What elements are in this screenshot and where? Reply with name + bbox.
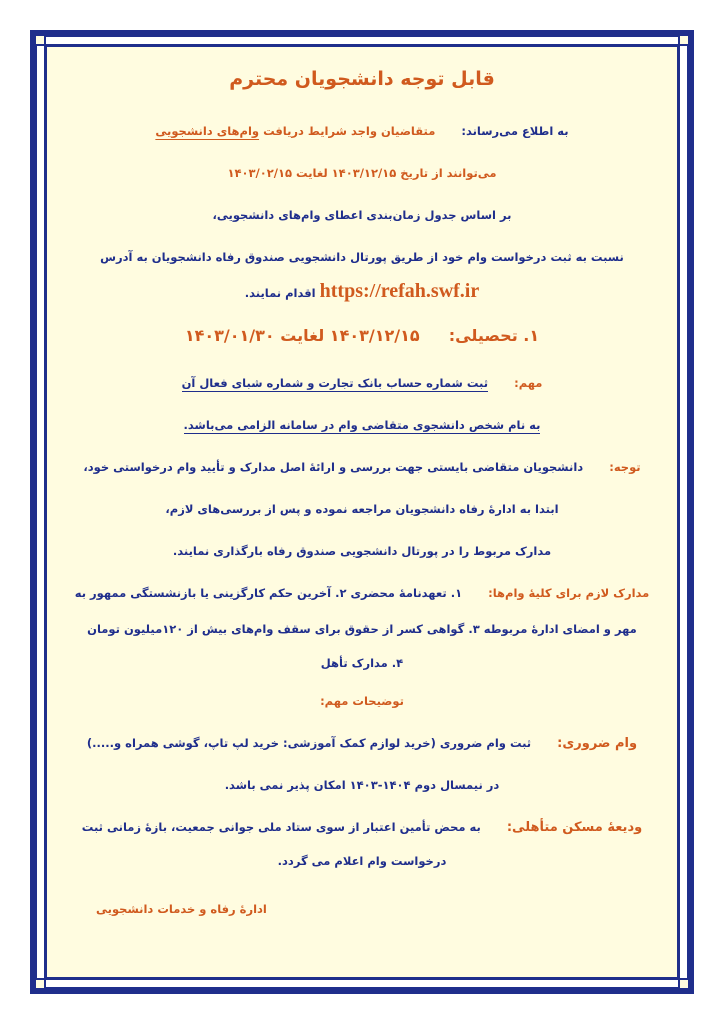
date-range-line: می‌توانند از تاریخ ۱۴۰۳/۱۲/۱۵ لغایت ۱۴۰۳/۰۲/۱۵ [227, 166, 497, 180]
corner-ornament-top-right [678, 34, 690, 46]
housing-text-1: به محض تأمین اعتبار از سوی ستاد ملی جوانی جمعیت، بازهٔ زمانی ثبت [81, 820, 481, 834]
action-suffix: اقدام نمایند. [244, 286, 316, 300]
education-line [64, 326, 660, 345]
notice-title: قابل توجه دانشجویان محترم [229, 68, 495, 90]
attention-line-2: ابتدا به ادارهٔ رفاه دانشجویان مراجعه نموده و پس از بررسی‌های لازم، [165, 502, 559, 516]
url-line [64, 280, 660, 303]
corner-ornament-top-left [34, 34, 46, 46]
portal-line: نسبت به ثبت درخواست وام خود از طریق پورتال دانشجویی صندوق رفاه دانشجویان به آدرس [100, 250, 624, 264]
intro-eligible: متقاضیان واجد شرایط دریافت [263, 124, 436, 138]
education-dates: ۱۴۰۳/۱۲/۱۵ لغایت ۱۴۰۳/۰۱/۳۰ [184, 326, 420, 345]
essential-line-1 [64, 736, 660, 751]
important-text-1: ثبت شماره حساب بانک تجارت و شماره شبای فعال آن [181, 376, 489, 390]
attention-text-1: دانشجویان متقاضی بایستی جهت بررسی و ارائهٔ اصل مدارک و تأیید وام درخواستی خود، [83, 460, 584, 474]
important-label: مهم: [514, 376, 543, 390]
housing-line-2: درخواست وام اعلام می گردد. [277, 854, 447, 868]
intro-prefix: به اطلاع می‌رساند: [461, 124, 569, 138]
essential-line-2: در نیمسال دوم ۱۴۰۴-۱۴۰۳ امکان پذیر نمی باشد. [224, 778, 500, 792]
essential-label: وام ضروری: [557, 736, 638, 751]
intro-line [64, 124, 660, 138]
education-heading: ۱. تحصیلی: [448, 326, 540, 345]
attention-line-1 [64, 460, 660, 474]
portal-url-link[interactable]: https://refah.swf.ir [319, 280, 480, 302]
intro-loans: وام‌های دانشجویی [155, 124, 260, 138]
notes-heading: توضیحات مهم: [320, 694, 404, 708]
notice-content [64, 60, 660, 960]
docs-line-1 [64, 586, 660, 600]
housing-label: ودیعهٔ مسکن متأهلی: [506, 820, 643, 835]
important-line-2 [64, 418, 660, 432]
corner-ornament-bottom-right [678, 978, 690, 990]
important-text-2: به نام شخص دانشجوی متقاضی وام در سامانه الزامی می‌باشد. [183, 418, 541, 432]
attention-line-3: مدارک مربوط را در پورتال دانشجویی صندوق رفاه بارگذاری نمایند. [172, 544, 552, 558]
docs-line-3: ۴. مدارک تأهل [320, 656, 404, 670]
docs-text-1: ۱. تعهدنامهٔ محضری ۲. آخرین حکم کارگزینی یا بازنشستگی ممهور به [74, 586, 463, 600]
housing-line-1 [64, 820, 660, 835]
corner-ornament-bottom-left [34, 978, 46, 990]
docs-line-2: مهر و امضای ادارهٔ مربوطه ۳. گواهی کسر از حقوق برای سقف وام‌های بیش از ۱۲۰میلیون تومان [87, 622, 637, 636]
essential-text-1: ثبت وام ضروری (خرید لوازم کمک آموزشی: خرید لپ تاپ، گوشی همراه و.....) [86, 736, 532, 750]
attention-label: توجه: [609, 460, 641, 474]
schedule-line: بر اساس جدول زمان‌بندی اعطای وام‌های دانشجویی، [212, 208, 512, 222]
signature: ادارهٔ رفاه و خدمات دانشجویی [96, 902, 267, 916]
docs-label: مدارک لازم برای کلیهٔ وام‌ها: [488, 586, 650, 600]
important-line-1 [64, 376, 660, 390]
